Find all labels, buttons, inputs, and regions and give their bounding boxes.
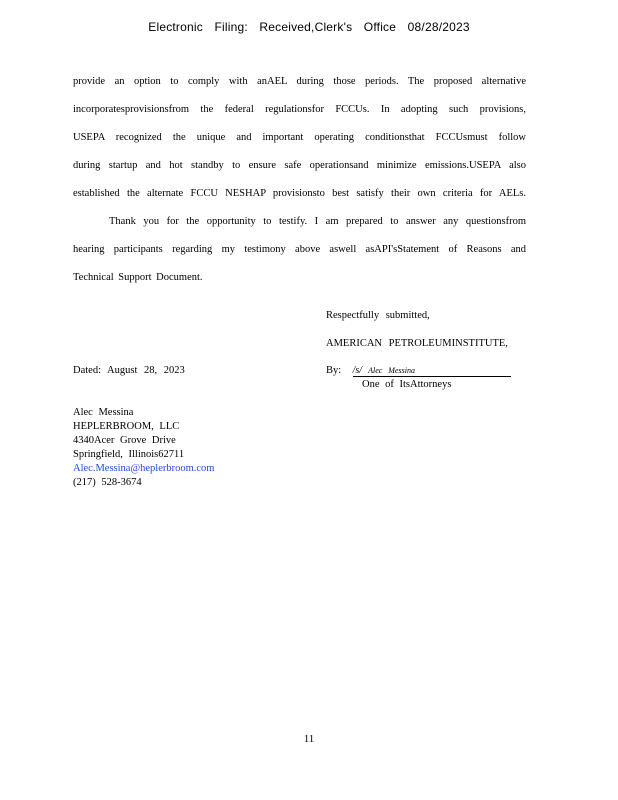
contact-firm: HEPLERBROOM, LLC — [73, 421, 180, 432]
body-line: USEPA recognized the unique and important operating conditionsthat FCCUsmust follow — [73, 132, 526, 143]
respectfully-submitted: Respectfully submitted, — [326, 310, 430, 321]
page-number: 11 — [303, 733, 315, 745]
organization-name: AMERICAN PETROLEUMINSTITUTE, — [326, 338, 508, 349]
attorneys-caption: One of ItsAttorneys — [362, 379, 452, 390]
signature-name: Alec Messina — [368, 366, 415, 375]
body-line: provide an option to comply with anAEL during those periods. The proposed alternative — [73, 76, 526, 87]
body-line: established the alternate FCCU NESHAP provisionsto best satisfy their own criteria for AELs. — [73, 188, 526, 199]
contact-email-link[interactable]: Alec.Messina@heplerbroom.com — [73, 463, 215, 474]
body-line: during startup and hot standby to ensure safe operationsand minimize emissions.USEPA also — [73, 160, 526, 171]
contact-phone: (217) 528-3674 — [73, 477, 142, 488]
by-label: By: — [326, 365, 342, 376]
filing-header: Electronic Filing: Received,Clerk's Office 08/28/2023 — [148, 20, 470, 34]
body-line: incorporatesprovisionsfrom the federal regulationsfor FCCUs. In adopting such provisions, — [73, 104, 526, 115]
contact-city: Springfield, Illinois62711 — [73, 449, 185, 460]
signature-slash: /s/ — [352, 365, 363, 376]
signature-row — [326, 365, 511, 377]
signature-line — [353, 365, 511, 377]
body-line: Technical Support Document. — [73, 272, 203, 283]
dated-line: Dated: August 28, 2023 — [73, 365, 185, 376]
contact-block — [73, 406, 214, 490]
contact-name: Alec Messina — [73, 407, 134, 418]
body-line: hearing participants regarding my testimony above aswell asAPI'sStatement of Reasons and — [73, 244, 526, 255]
body-line: Thank you for the opportunity to testify. I am prepared to answer any questionsfrom — [109, 216, 526, 227]
body-text — [73, 68, 526, 292]
contact-street: 4340Acer Grove Drive — [73, 435, 176, 446]
